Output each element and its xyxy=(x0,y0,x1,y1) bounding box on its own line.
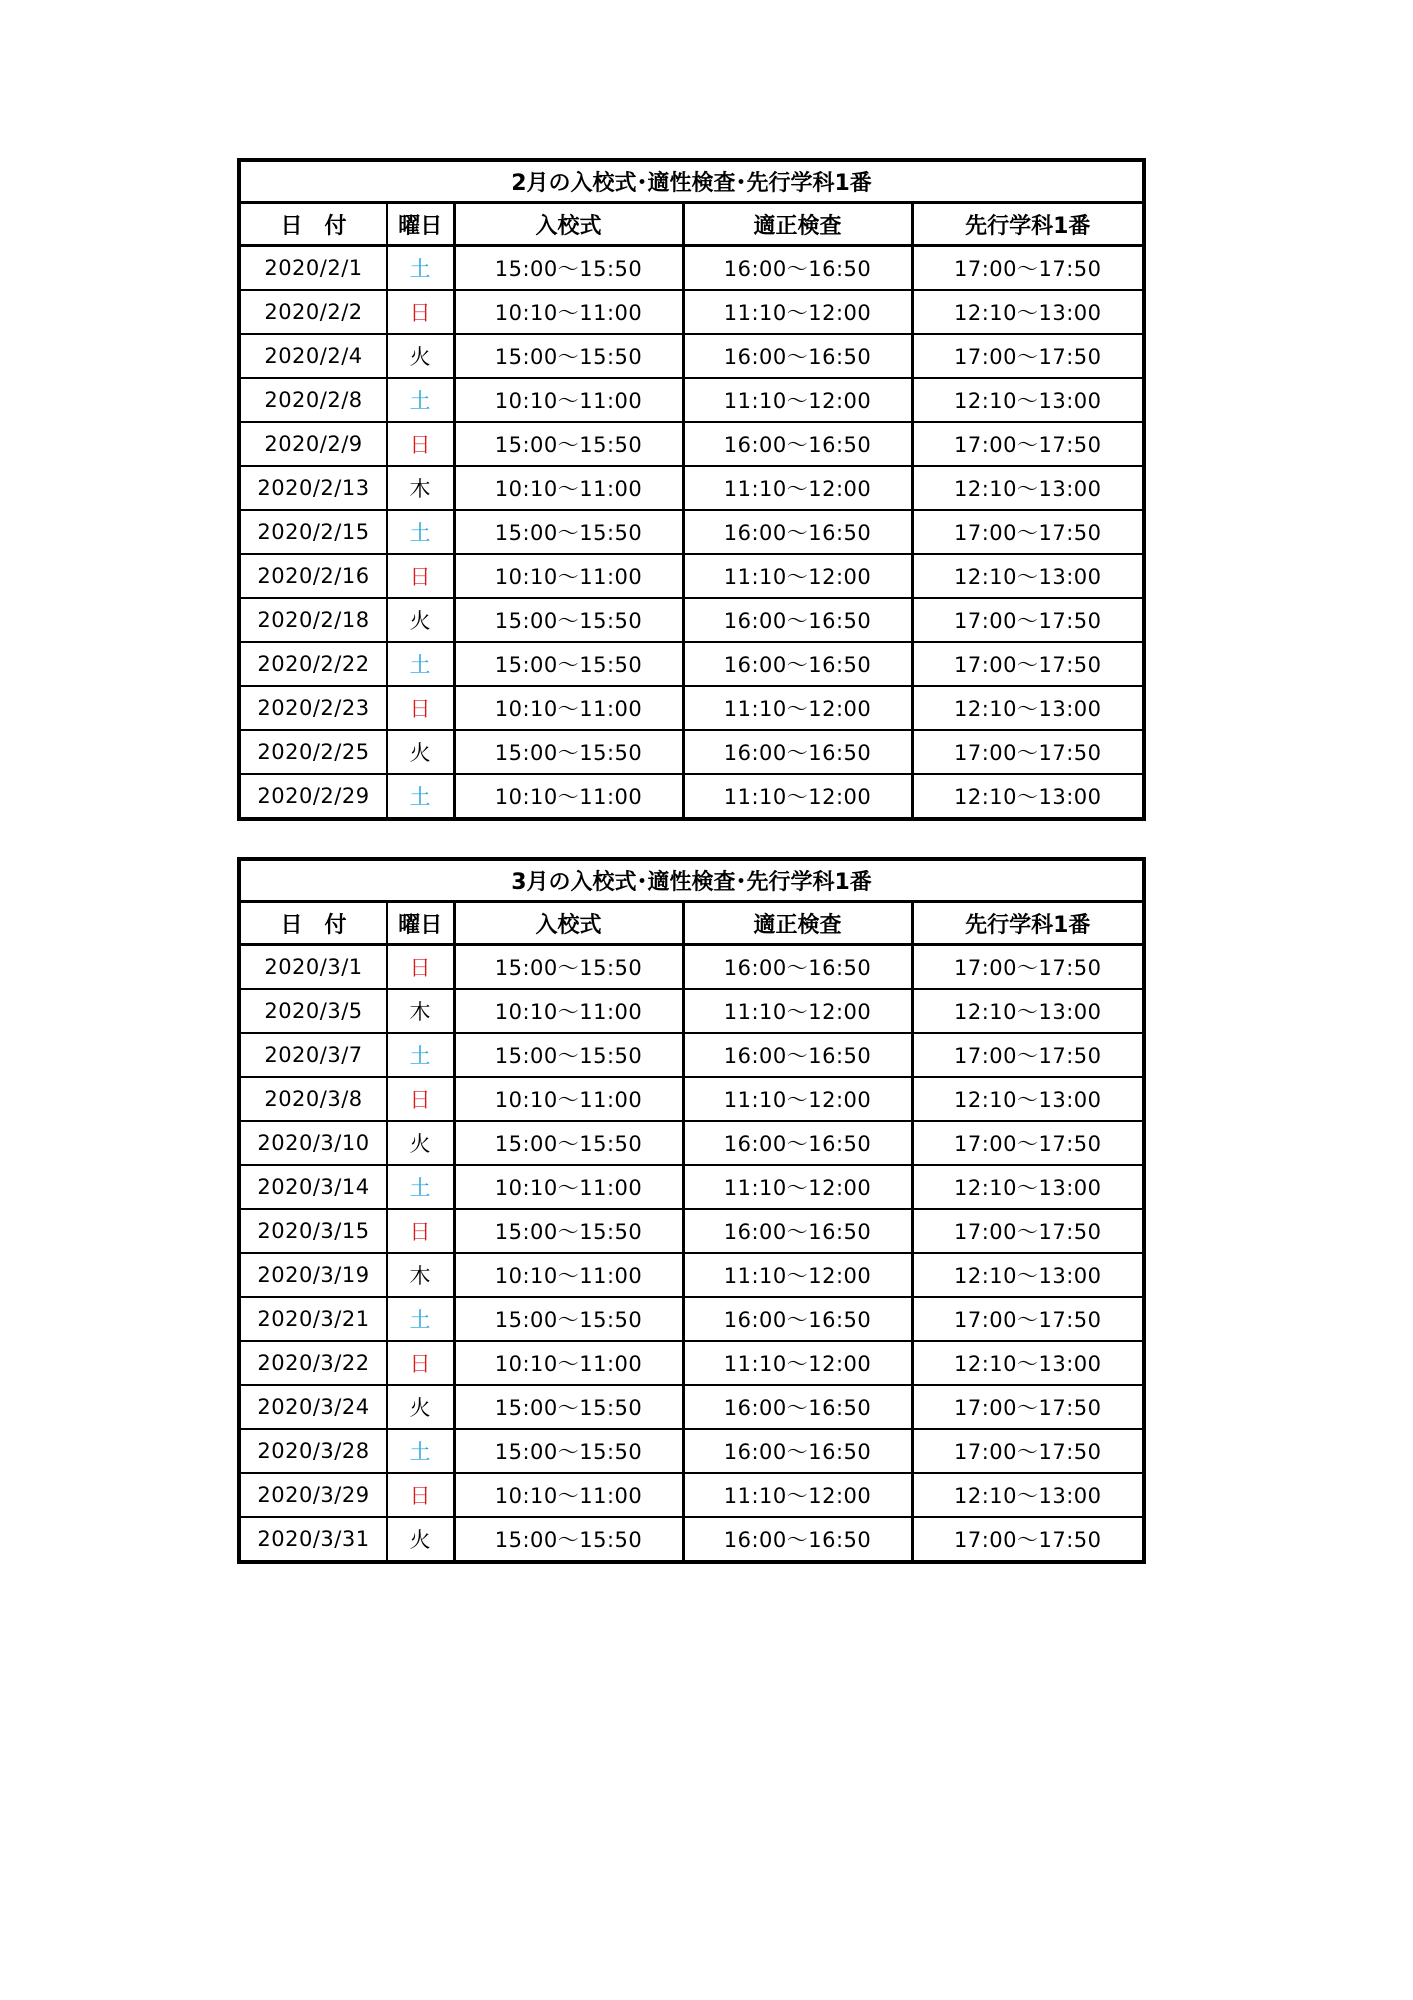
table-row xyxy=(239,1033,1144,1077)
lesson-time-cell: 17:00～17:50 xyxy=(912,1517,1144,1562)
weekday-cell: 土 xyxy=(387,774,454,819)
header-entrance: 入校式 xyxy=(454,203,683,246)
lesson-time-cell: 17:00～17:50 xyxy=(912,1385,1144,1429)
entrance-time-cell: 15:00～15:50 xyxy=(454,1429,683,1473)
header-aptitude: 適正検査 xyxy=(683,902,912,945)
lesson-time-cell: 12:10～13:00 xyxy=(912,466,1144,510)
table-row xyxy=(239,1253,1144,1297)
date-cell: 2020/2/4 xyxy=(239,334,387,378)
table-row xyxy=(239,598,1144,642)
entrance-time-cell: 10:10～11:00 xyxy=(454,554,683,598)
aptitude-time-cell: 16:00～16:50 xyxy=(683,422,912,466)
lesson-time-cell: 17:00～17:50 xyxy=(912,642,1144,686)
date-cell: 2020/3/29 xyxy=(239,1473,387,1517)
table-row xyxy=(239,989,1144,1033)
lesson-time-cell: 17:00～17:50 xyxy=(912,945,1144,990)
aptitude-time-cell: 16:00～16:50 xyxy=(683,598,912,642)
aptitude-time-cell: 16:00～16:50 xyxy=(683,1121,912,1165)
entrance-time-cell: 15:00～15:50 xyxy=(454,1297,683,1341)
weekday-cell: 火 xyxy=(387,1517,454,1562)
date-cell: 2020/2/13 xyxy=(239,466,387,510)
table-row xyxy=(239,945,1144,990)
lesson-time-cell: 12:10～13:00 xyxy=(912,1077,1144,1121)
table-body xyxy=(239,246,1144,820)
weekday-cell: 木 xyxy=(387,989,454,1033)
aptitude-time-cell: 16:00～16:50 xyxy=(683,246,912,291)
lesson-time-cell: 17:00～17:50 xyxy=(912,510,1144,554)
table-title: 3月の入校式･適性検査･先行学科1番 xyxy=(239,859,1144,902)
aptitude-time-cell: 11:10～12:00 xyxy=(683,686,912,730)
entrance-time-cell: 15:00～15:50 xyxy=(454,334,683,378)
table-row xyxy=(239,1165,1144,1209)
aptitude-time-cell: 16:00～16:50 xyxy=(683,1297,912,1341)
lesson-time-cell: 17:00～17:50 xyxy=(912,246,1144,291)
table-row xyxy=(239,466,1144,510)
lesson-time-cell: 12:10～13:00 xyxy=(912,686,1144,730)
date-cell: 2020/3/5 xyxy=(239,989,387,1033)
date-cell: 2020/2/15 xyxy=(239,510,387,554)
weekday-cell: 土 xyxy=(387,246,454,291)
lesson-time-cell: 17:00～17:50 xyxy=(912,1297,1144,1341)
table-body xyxy=(239,945,1144,1563)
table-row xyxy=(239,774,1144,819)
date-cell: 2020/3/7 xyxy=(239,1033,387,1077)
lesson-time-cell: 12:10～13:00 xyxy=(912,774,1144,819)
weekday-cell: 土 xyxy=(387,642,454,686)
entrance-time-cell: 10:10～11:00 xyxy=(454,1253,683,1297)
table-row xyxy=(239,378,1144,422)
lesson-time-cell: 17:00～17:50 xyxy=(912,422,1144,466)
aptitude-time-cell: 16:00～16:50 xyxy=(683,510,912,554)
entrance-time-cell: 15:00～15:50 xyxy=(454,730,683,774)
table-row xyxy=(239,334,1144,378)
aptitude-time-cell: 16:00～16:50 xyxy=(683,1429,912,1473)
entrance-time-cell: 10:10～11:00 xyxy=(454,774,683,819)
table-row xyxy=(239,730,1144,774)
weekday-cell: 日 xyxy=(387,686,454,730)
header-entrance: 入校式 xyxy=(454,902,683,945)
weekday-cell: 日 xyxy=(387,1341,454,1385)
entrance-time-cell: 10:10～11:00 xyxy=(454,466,683,510)
aptitude-time-cell: 16:00～16:50 xyxy=(683,642,912,686)
table-row xyxy=(239,554,1144,598)
header-weekday: 曜日 xyxy=(387,203,454,246)
date-cell: 2020/2/1 xyxy=(239,246,387,291)
table-row xyxy=(239,422,1144,466)
table-row xyxy=(239,1473,1144,1517)
entrance-time-cell: 15:00～15:50 xyxy=(454,598,683,642)
weekday-cell: 日 xyxy=(387,1209,454,1253)
lesson-time-cell: 12:10～13:00 xyxy=(912,1253,1144,1297)
aptitude-time-cell: 11:10～12:00 xyxy=(683,1077,912,1121)
date-cell: 2020/3/15 xyxy=(239,1209,387,1253)
entrance-time-cell: 15:00～15:50 xyxy=(454,1209,683,1253)
entrance-time-cell: 10:10～11:00 xyxy=(454,1341,683,1385)
weekday-cell: 火 xyxy=(387,334,454,378)
date-cell: 2020/2/29 xyxy=(239,774,387,819)
weekday-cell: 木 xyxy=(387,466,454,510)
table-row xyxy=(239,1297,1144,1341)
lesson-time-cell: 12:10～13:00 xyxy=(912,378,1144,422)
weekday-cell: 火 xyxy=(387,1385,454,1429)
date-cell: 2020/3/31 xyxy=(239,1517,387,1562)
date-cell: 2020/2/8 xyxy=(239,378,387,422)
february-schedule-table xyxy=(237,158,1146,821)
table-row xyxy=(239,642,1144,686)
weekday-cell: 土 xyxy=(387,1165,454,1209)
entrance-time-cell: 15:00～15:50 xyxy=(454,945,683,990)
entrance-time-cell: 15:00～15:50 xyxy=(454,1033,683,1077)
aptitude-time-cell: 11:10～12:00 xyxy=(683,1473,912,1517)
weekday-cell: 火 xyxy=(387,730,454,774)
entrance-time-cell: 10:10～11:00 xyxy=(454,989,683,1033)
date-cell: 2020/3/8 xyxy=(239,1077,387,1121)
lesson-time-cell: 12:10～13:00 xyxy=(912,1473,1144,1517)
date-cell: 2020/3/21 xyxy=(239,1297,387,1341)
entrance-time-cell: 10:10～11:00 xyxy=(454,686,683,730)
aptitude-time-cell: 11:10～12:00 xyxy=(683,554,912,598)
entrance-time-cell: 10:10～11:00 xyxy=(454,290,683,334)
date-cell: 2020/3/24 xyxy=(239,1385,387,1429)
date-cell: 2020/2/25 xyxy=(239,730,387,774)
table-row xyxy=(239,1429,1144,1473)
weekday-cell: 土 xyxy=(387,378,454,422)
header-weekday: 曜日 xyxy=(387,902,454,945)
table-row xyxy=(239,1209,1144,1253)
aptitude-time-cell: 16:00～16:50 xyxy=(683,730,912,774)
date-cell: 2020/3/10 xyxy=(239,1121,387,1165)
entrance-time-cell: 10:10～11:00 xyxy=(454,1165,683,1209)
table-row xyxy=(239,290,1144,334)
table-row xyxy=(239,1077,1144,1121)
aptitude-time-cell: 11:10～12:00 xyxy=(683,989,912,1033)
table-row xyxy=(239,1385,1144,1429)
weekday-cell: 木 xyxy=(387,1253,454,1297)
aptitude-time-cell: 16:00～16:50 xyxy=(683,1209,912,1253)
table-row xyxy=(239,1341,1144,1385)
weekday-cell: 土 xyxy=(387,1297,454,1341)
entrance-time-cell: 15:00～15:50 xyxy=(454,642,683,686)
weekday-cell: 日 xyxy=(387,290,454,334)
lesson-time-cell: 17:00～17:50 xyxy=(912,1033,1144,1077)
weekday-cell: 土 xyxy=(387,510,454,554)
lesson-time-cell: 17:00～17:50 xyxy=(912,730,1144,774)
entrance-time-cell: 15:00～15:50 xyxy=(454,422,683,466)
table-row xyxy=(239,246,1144,291)
entrance-time-cell: 15:00～15:50 xyxy=(454,1121,683,1165)
table-row xyxy=(239,686,1144,730)
header-lesson: 先行学科1番 xyxy=(912,203,1144,246)
entrance-time-cell: 10:10～11:00 xyxy=(454,1077,683,1121)
lesson-time-cell: 12:10～13:00 xyxy=(912,1341,1144,1385)
aptitude-time-cell: 11:10～12:00 xyxy=(683,1253,912,1297)
entrance-time-cell: 10:10～11:00 xyxy=(454,378,683,422)
date-cell: 2020/3/19 xyxy=(239,1253,387,1297)
weekday-cell: 土 xyxy=(387,1429,454,1473)
date-cell: 2020/3/14 xyxy=(239,1165,387,1209)
aptitude-time-cell: 16:00～16:50 xyxy=(683,1517,912,1562)
aptitude-time-cell: 11:10～12:00 xyxy=(683,466,912,510)
date-cell: 2020/2/2 xyxy=(239,290,387,334)
date-cell: 2020/2/22 xyxy=(239,642,387,686)
weekday-cell: 日 xyxy=(387,1077,454,1121)
lesson-time-cell: 17:00～17:50 xyxy=(912,334,1144,378)
date-cell: 2020/3/22 xyxy=(239,1341,387,1385)
table-row xyxy=(239,510,1144,554)
aptitude-time-cell: 16:00～16:50 xyxy=(683,334,912,378)
march-schedule-table xyxy=(237,857,1146,1564)
lesson-time-cell: 12:10～13:00 xyxy=(912,1165,1144,1209)
entrance-time-cell: 15:00～15:50 xyxy=(454,1517,683,1562)
date-cell: 2020/2/18 xyxy=(239,598,387,642)
lesson-time-cell: 17:00～17:50 xyxy=(912,1209,1144,1253)
aptitude-time-cell: 16:00～16:50 xyxy=(683,1033,912,1077)
entrance-time-cell: 15:00～15:50 xyxy=(454,510,683,554)
lesson-time-cell: 17:00～17:50 xyxy=(912,1121,1144,1165)
table-title: 2月の入校式･適性検査･先行学科1番 xyxy=(239,160,1144,203)
header-date: 日 付 xyxy=(239,902,387,945)
entrance-time-cell: 15:00～15:50 xyxy=(454,1385,683,1429)
header-lesson: 先行学科1番 xyxy=(912,902,1144,945)
lesson-time-cell: 12:10～13:00 xyxy=(912,554,1144,598)
weekday-cell: 火 xyxy=(387,598,454,642)
aptitude-time-cell: 11:10～12:00 xyxy=(683,378,912,422)
entrance-time-cell: 10:10～11:00 xyxy=(454,1473,683,1517)
aptitude-time-cell: 11:10～12:00 xyxy=(683,1165,912,1209)
aptitude-time-cell: 16:00～16:50 xyxy=(683,1385,912,1429)
aptitude-time-cell: 11:10～12:00 xyxy=(683,1341,912,1385)
lesson-time-cell: 12:10～13:00 xyxy=(912,989,1144,1033)
entrance-time-cell: 15:00～15:50 xyxy=(454,246,683,291)
header-aptitude: 適正検査 xyxy=(683,203,912,246)
aptitude-time-cell: 11:10～12:00 xyxy=(683,290,912,334)
date-cell: 2020/3/28 xyxy=(239,1429,387,1473)
aptitude-time-cell: 16:00～16:50 xyxy=(683,945,912,990)
weekday-cell: 日 xyxy=(387,1473,454,1517)
table-row xyxy=(239,1517,1144,1562)
weekday-cell: 日 xyxy=(387,945,454,990)
weekday-cell: 土 xyxy=(387,1033,454,1077)
table-row xyxy=(239,1121,1144,1165)
date-cell: 2020/2/9 xyxy=(239,422,387,466)
date-cell: 2020/2/23 xyxy=(239,686,387,730)
aptitude-time-cell: 11:10～12:00 xyxy=(683,774,912,819)
date-cell: 2020/3/1 xyxy=(239,945,387,990)
header-date: 日 付 xyxy=(239,203,387,246)
lesson-time-cell: 12:10～13:00 xyxy=(912,290,1144,334)
weekday-cell: 火 xyxy=(387,1121,454,1165)
lesson-time-cell: 17:00～17:50 xyxy=(912,598,1144,642)
weekday-cell: 日 xyxy=(387,422,454,466)
date-cell: 2020/2/16 xyxy=(239,554,387,598)
lesson-time-cell: 17:00～17:50 xyxy=(912,1429,1144,1473)
weekday-cell: 日 xyxy=(387,554,454,598)
